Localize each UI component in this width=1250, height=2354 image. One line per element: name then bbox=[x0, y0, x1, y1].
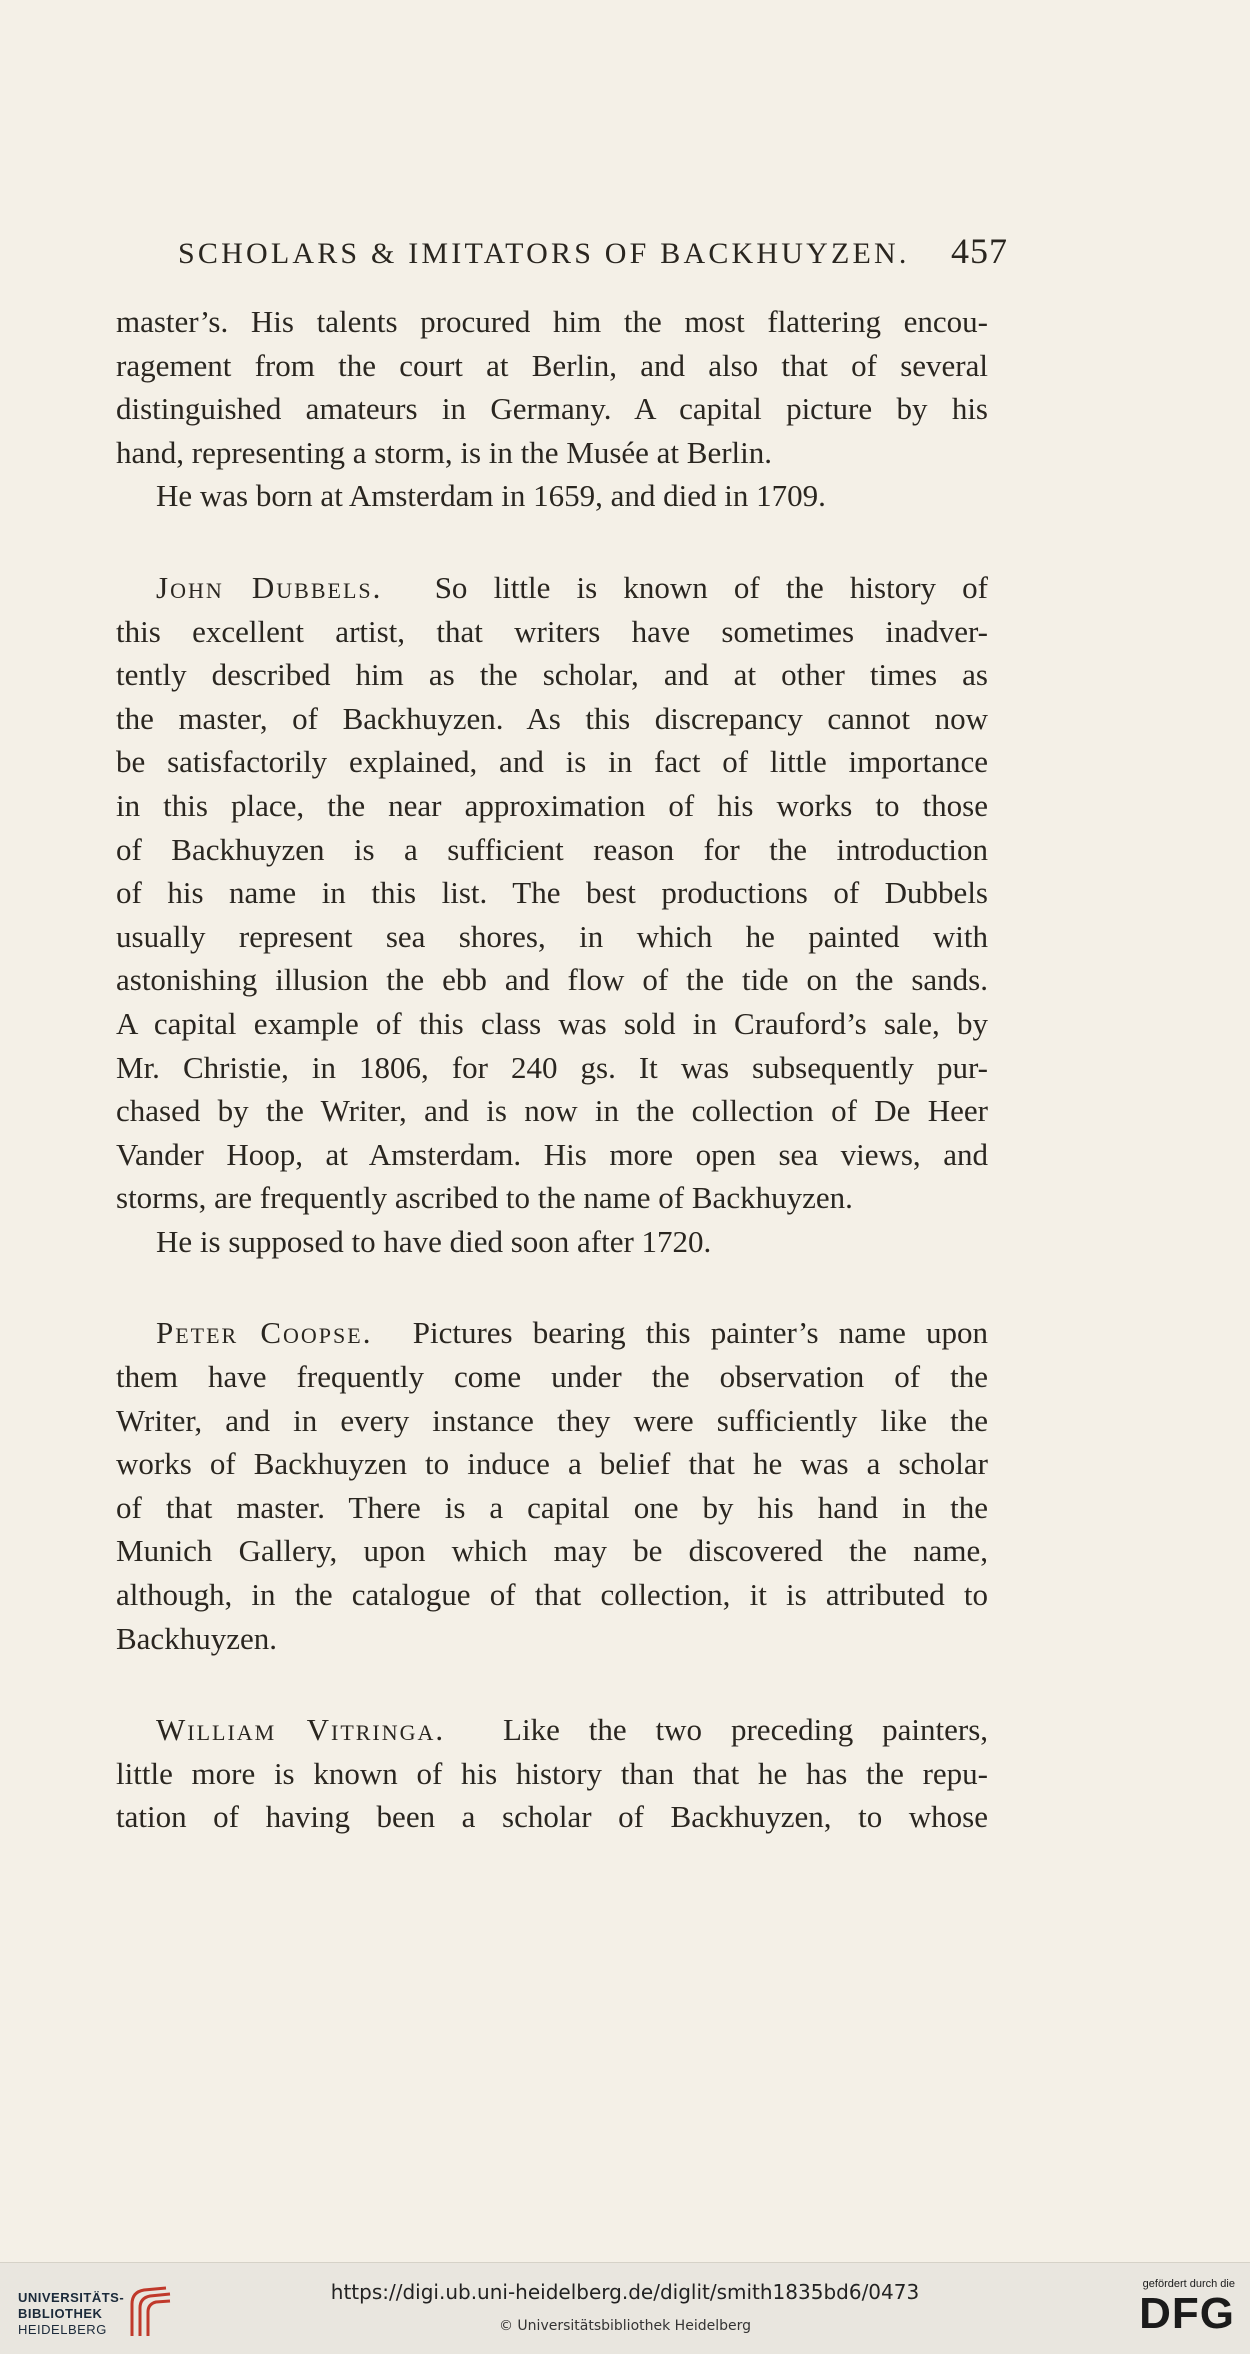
text-line: tation of having been a scholar of Backhuyzen, to whose bbox=[116, 1799, 988, 1835]
text-line: of that master. There is a capital one by his hand in the bbox=[116, 1489, 988, 1525]
text-line: distinguished amateurs in Germany. A capital picture by his bbox=[116, 391, 988, 427]
text-line: chased by the Writer, and is now in the collection of De Heer bbox=[116, 1093, 988, 1129]
text-line: tently described him as the scholar, and at other times as bbox=[116, 657, 988, 693]
artist-name: Peter Coopse. bbox=[156, 1315, 373, 1351]
text-line: usually represent sea shores, in which he painted with bbox=[116, 918, 988, 954]
text-line: be satisfactorily explained, and is in fact of little importance bbox=[116, 744, 988, 780]
body-text bbox=[116, 300, 988, 1839]
text-line: works of Backhuyzen to induce a belief that he was a scholar bbox=[116, 1446, 988, 1482]
text-line: A capital example of this class was sold in Crauford’s sale, by bbox=[116, 1005, 988, 1041]
text-line: storms, are frequently ascribed to the name of Backhuyzen. bbox=[116, 1180, 853, 1216]
text-fragment: Pictures bearing this painter’s name upon bbox=[412, 1315, 988, 1351]
text-line bbox=[116, 1708, 988, 1752]
paragraph-dubbels bbox=[116, 566, 988, 1220]
text-line: He is supposed to have died soon after 1720. bbox=[156, 1223, 712, 1259]
text-fragment: So little is known of the history of bbox=[434, 569, 989, 605]
text-line: of Backhuyzen is a sufficient reason for the introduction bbox=[116, 831, 988, 867]
text-fragment: Like the two preceding painters, bbox=[503, 1712, 989, 1748]
viewer-footer bbox=[0, 2262, 1250, 2354]
text-line: this excellent artist, that writers have sometimes inadver- bbox=[116, 613, 988, 649]
paragraph-coopse bbox=[116, 1311, 988, 1660]
paragraph-2 bbox=[116, 474, 988, 518]
paragraph-vitringa bbox=[116, 1708, 988, 1839]
running-title: SCHOLARS & IMITATORS OF BACKHUYZEN. bbox=[178, 237, 910, 270]
library-emblem-icon bbox=[126, 2284, 174, 2342]
library-name-line3: HEIDELBERG bbox=[18, 2322, 107, 2337]
text-line: them have frequently come under the observation of the bbox=[116, 1359, 988, 1395]
copyright-notice: © Universitätsbibliothek Heidelberg bbox=[498, 2318, 751, 2334]
library-name-line1: UNIVERSITÄTS- bbox=[18, 2290, 125, 2305]
text-line: although, in the catalogue of that collection, it is attributed to bbox=[116, 1577, 988, 1613]
dfg-logo[interactable] bbox=[1085, 2278, 1235, 2336]
text-line: Backhuyzen. bbox=[116, 1620, 277, 1656]
text-line: in this place, the near approximation of his works to those bbox=[116, 787, 988, 823]
permalink-url[interactable]: https://digi.ub.uni-heidelberg.de/diglit/smith1835bd6/0473 bbox=[330, 2280, 920, 2304]
library-name-line2: BIBLIOTHEK bbox=[18, 2306, 103, 2321]
text-line bbox=[116, 566, 988, 610]
dfg-wordmark: DFG bbox=[1139, 2289, 1235, 2338]
text-line: Vander Hoop, at Amsterdam. His more open sea views, and bbox=[116, 1136, 988, 1172]
artist-name: William Vitringa. bbox=[156, 1712, 446, 1748]
text-line: little more is known of his history than that he has the repu- bbox=[116, 1755, 988, 1791]
library-logo[interactable] bbox=[18, 2290, 178, 2340]
text-line: Writer, and in every instance they were sufficiently like the bbox=[116, 1402, 988, 1438]
text-line bbox=[116, 1311, 988, 1355]
text-line: Munich Gallery, upon which may be discovered the name, bbox=[116, 1533, 988, 1569]
running-header bbox=[178, 230, 1008, 278]
text-line: He was born at Amsterdam in 1659, and died in 1709. bbox=[156, 478, 826, 514]
text-line: of his name in this list. The best productions of Dubbels bbox=[116, 875, 988, 911]
text-line: hand, representing a storm, is in the Musée at Berlin. bbox=[116, 434, 773, 470]
funded-by-label: gefördert durch die bbox=[1142, 2278, 1235, 2290]
paragraph-dubbels-death bbox=[116, 1220, 988, 1264]
text-line: astonishing illusion the ebb and flow of the tide on the sands. bbox=[116, 962, 988, 998]
text-line: master’s. His talents procured him the most flattering encou- bbox=[116, 304, 988, 339]
paragraph-1 bbox=[116, 300, 988, 474]
text-line: ragement from the court at Berlin, and also that of several bbox=[116, 347, 988, 383]
text-line: the master, of Backhuyzen. As this discrepancy cannot now bbox=[116, 700, 988, 736]
artist-name: John Dubbels. bbox=[156, 569, 383, 605]
page-number: 457 bbox=[951, 231, 1008, 271]
text-line: Mr. Christie, in 1806, for 240 gs. It was subsequently pur- bbox=[116, 1049, 988, 1085]
